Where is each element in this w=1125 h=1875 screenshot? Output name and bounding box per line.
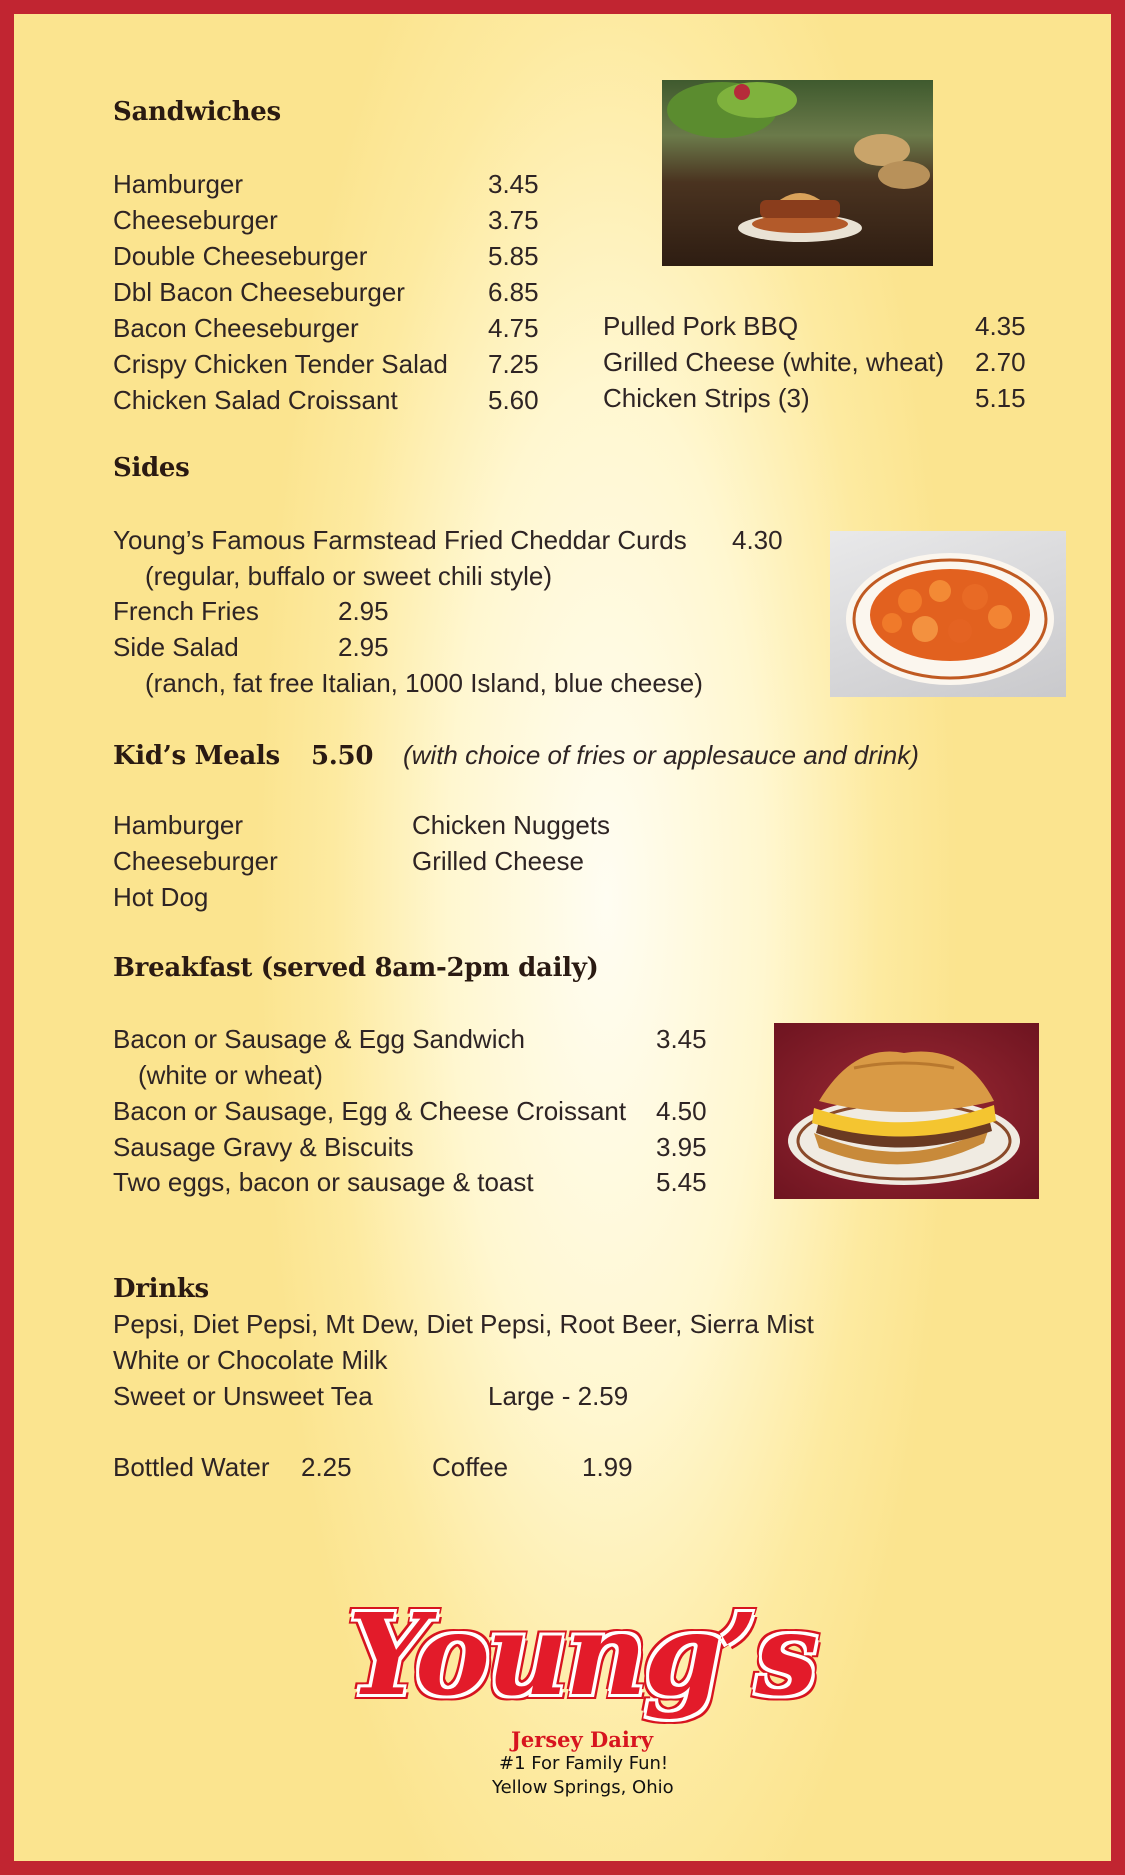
drinks-tea: Sweet or Unsweet Tea <box>113 1381 373 1411</box>
kids-meals-col2 <box>412 807 610 879</box>
kids-meals-price: 5.50 <box>311 741 374 771</box>
drinks-coffee: Coffee <box>432 1452 509 1482</box>
menu-item-price: 5.85 <box>488 241 539 271</box>
menu-item-name: Grilled Cheese (white, wheat) <box>603 347 945 377</box>
pulled-pork-sandwich-photo <box>662 80 933 266</box>
drinks-water: Bottled Water <box>113 1452 270 1482</box>
cheese-curds-illustration <box>830 531 1066 697</box>
side-salad-name: Side Salad <box>113 632 239 662</box>
menu-item-name: Chicken Strips (3) <box>603 383 810 413</box>
breakfast-item-price: 4.50 <box>656 1096 707 1126</box>
menu-item-price: 7.25 <box>488 349 539 379</box>
kids-item: Chicken Nuggets <box>412 810 610 840</box>
side-salad-price: 2.95 <box>338 632 389 662</box>
logo-brand: Young’s <box>348 1590 816 1721</box>
breakfast-item-name: Sausage Gravy & Biscuits <box>113 1132 414 1162</box>
menu-item-price: 2.70 <box>975 347 1026 377</box>
side-salad-note: (ranch, fat free Italian, 1000 Island, blue cheese) <box>145 668 703 698</box>
kids-meals-col1 <box>113 807 278 915</box>
menu-item-name: Chicken Salad Croissant <box>113 385 398 415</box>
youngs-logo <box>330 1590 880 1798</box>
logo-location: Yellow Springs, Ohio <box>492 1777 674 1798</box>
breakfast-item-note: (white or wheat) <box>138 1060 323 1090</box>
menu-item-price: 3.45 <box>488 169 539 199</box>
sandwiches-right-prices <box>975 308 1026 416</box>
curds-price: 4.30 <box>732 525 783 555</box>
logo-tagline: #1 For Family Fun! <box>499 1753 669 1774</box>
drinks-milk: White or Chocolate Milk <box>113 1345 388 1375</box>
croissant-sandwich-illustration <box>774 1023 1039 1199</box>
menu-item-price: 4.75 <box>488 313 539 343</box>
sandwiches-right-names <box>603 308 944 416</box>
curds-name: Young’s Famous Farmstead Fried Cheddar Curds <box>113 525 687 555</box>
drinks-heading: Drinks <box>113 1274 209 1304</box>
kids-meals-note: (with choice of fries or applesauce and drink) <box>403 740 919 770</box>
menu-item-name: Hamburger <box>113 169 244 199</box>
logo-subtitle: Jersey Dairy <box>511 1727 654 1752</box>
pulled-pork-sandwich-illustration <box>662 80 933 266</box>
breakfast-item-price: 3.95 <box>656 1132 707 1162</box>
kids-item: Cheeseburger <box>113 846 278 876</box>
menu-item-name: Pulled Pork BBQ <box>603 311 799 341</box>
breakfast-item-name: Bacon or Sausage, Egg & Cheese Croissant <box>113 1096 627 1126</box>
sandwiches-left-names <box>113 166 448 418</box>
menu-item-price: 5.60 <box>488 385 539 415</box>
breakfast-croissant-photo <box>774 1023 1039 1199</box>
menu-item-price: 5.15 <box>975 383 1026 413</box>
menu-item-price: 4.35 <box>975 311 1026 341</box>
drinks-coffee-price: 1.99 <box>582 1452 633 1482</box>
sandwiches-left-prices <box>488 166 539 418</box>
menu-item-name: Double Cheeseburger <box>113 241 368 271</box>
breakfast-item-name: Bacon or Sausage & Egg Sandwich <box>113 1024 525 1054</box>
drinks-water-price: 2.25 <box>301 1452 352 1482</box>
sandwiches-heading: Sandwiches <box>113 97 281 127</box>
kids-item: Hot Dog <box>113 882 209 912</box>
breakfast-item-price: 5.45 <box>656 1167 707 1197</box>
menu-item-name: Dbl Bacon Cheeseburger <box>113 277 405 307</box>
menu-item-name: Cheeseburger <box>113 205 278 235</box>
kids-item: Hamburger <box>113 810 244 840</box>
menu-item-name: Bacon Cheeseburger <box>113 313 359 343</box>
menu-item-price: 3.75 <box>488 205 539 235</box>
sides-heading: Sides <box>113 453 190 483</box>
menu-item-price: 6.85 <box>488 277 539 307</box>
kids-meals-heading: Kid’s Meals <box>113 741 280 771</box>
curds-note: (regular, buffalo or sweet chili style) <box>145 561 553 591</box>
drinks-sodas: Pepsi, Diet Pepsi, Mt Dew, Diet Pepsi, Root Beer, Sierra Mist <box>113 1309 814 1339</box>
breakfast-item-price: 3.45 <box>656 1024 707 1054</box>
fries-name: French Fries <box>113 596 259 626</box>
kids-item: Grilled Cheese <box>412 846 584 876</box>
drinks-tea-price: Large - 2.59 <box>488 1381 629 1411</box>
cheese-curds-photo <box>830 531 1066 697</box>
breakfast-item-name: Two eggs, bacon or sausage & toast <box>113 1167 534 1197</box>
breakfast-heading: Breakfast (served 8am-2pm daily) <box>113 953 599 983</box>
menu-item-name: Crispy Chicken Tender Salad <box>113 349 448 379</box>
fries-price: 2.95 <box>338 596 389 626</box>
